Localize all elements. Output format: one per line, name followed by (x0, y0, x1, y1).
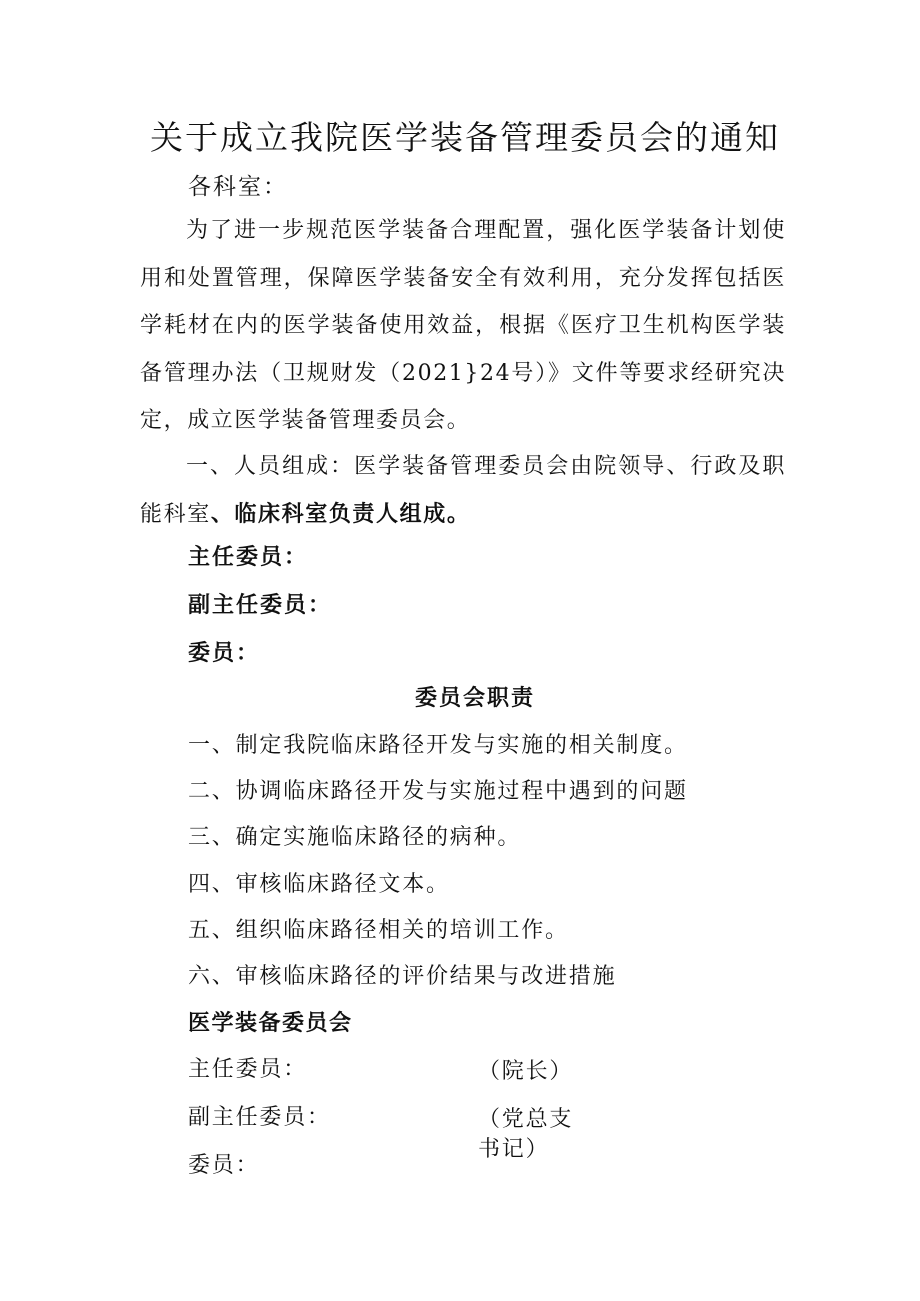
salutation: 各科室： (188, 174, 288, 200)
committee-member-label: 委员： (188, 1153, 260, 1178)
composition-text-bold: 、临床科室负责人组成。 (210, 500, 471, 527)
paragraph-composition (140, 443, 786, 538)
duty-item: 三、确定实施临床路径的病种。 (188, 825, 522, 850)
committee-deputy-label: 副主任委员： (188, 1105, 331, 1130)
duty-item: 五、组织临床路径相关的培训工作。 (188, 918, 569, 943)
duties-heading: 委员会职责 (414, 685, 535, 711)
composition-text: 一、人员组成：医学装备管理委员会由院领导、行政及职能科室 (140, 454, 786, 527)
committee-director-note: （院长） (478, 1059, 574, 1084)
duty-item: 四、审核临床路径文本。 (188, 872, 450, 897)
committee-director-label: 主任委员： (188, 1057, 308, 1082)
committee-deputy-note: （党总支书记） (478, 1107, 574, 1162)
role-director-label: 主任委员： (188, 544, 309, 570)
paragraph-purpose: 为了进一步规范医学装备合理配置，强化医学装备计划使用和处置管理，保障医学装备安全有效利用，充分发挥包括医学耗材在内的医学装备使用效益，根据《医疗卫生机构医学装备管理办法（卫规财发（2021}24号）》文件等要求经研究决定，成立医学装备管理委员会。 (140, 218, 786, 433)
committee-heading: 医学装备委员会 (188, 1010, 353, 1036)
document-title: 关于成立我院医学装备管理委员会的通知 (150, 118, 780, 157)
role-deputy-director-label: 副主任委员： (188, 592, 333, 618)
duty-item: 六、审核临床路径的评价结果与改进措施 (188, 964, 617, 989)
role-member-label: 委员： (188, 640, 261, 666)
duty-item: 二、协调临床路径开发与实施过程中遇到的问题 (188, 779, 688, 804)
duty-item: 一、制定我院临床路径开发与实施的相关制度。 (188, 733, 688, 758)
